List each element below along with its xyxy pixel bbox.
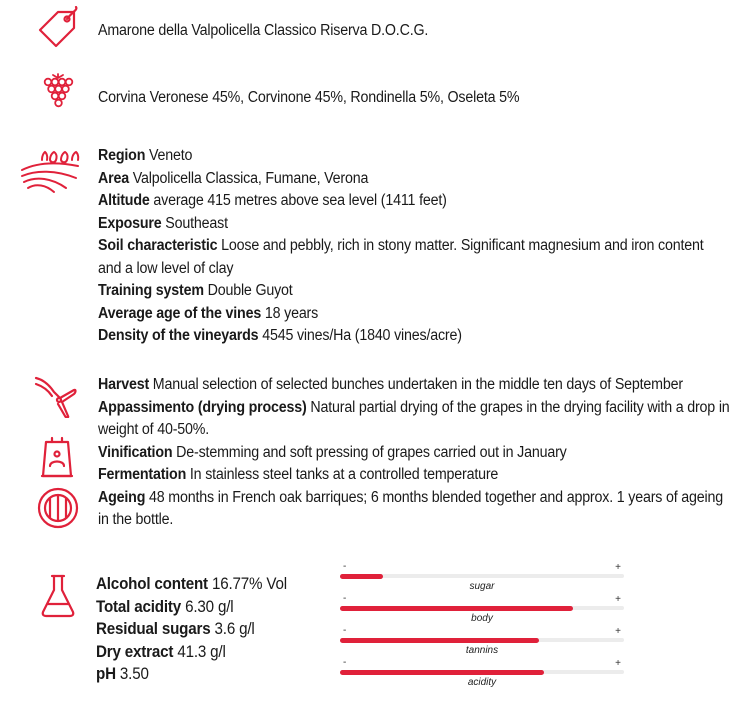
scale-fill: [340, 574, 383, 579]
vineyard-area: Area Valpolicella Classica, Fumane, Verona: [98, 169, 369, 187]
winemaking-harvest: Harvest Manual selection of selected bunches undertaken in the middle ten days of September: [98, 376, 683, 393]
analysis-dry-extract: Dry extract 41.3 g/l: [96, 642, 226, 661]
scale-plus: +: [615, 594, 621, 605]
analysis-alcohol: Alcohol content 16.77% Vol: [96, 575, 287, 593]
pruning-shears-icon: [32, 374, 78, 418]
vineyard-exposure: Exposure Southeast: [98, 214, 228, 232]
winemaking-appassimento: Appassimento (drying process) Natural partial drying of the grapes in the drying facility with a drop in weight of 40-50%.: [98, 398, 730, 438]
flask-icon: [40, 574, 76, 618]
vineyard-vine-age: Average age of the vines 18 years: [98, 304, 319, 322]
vineyard-density: Density of the vineyards 4545 vines/Ha (1840 vines/acre): [98, 327, 462, 344]
vineyard-details: [98, 145, 730, 348]
scale-track: [340, 574, 624, 578]
wine-name: Amarone della Valpolicella Classico Riserva D.O.C.G.: [98, 22, 429, 39]
scale-label: tannins: [465, 645, 499, 656]
price-tag-icon: [36, 6, 80, 50]
vineyard-field-icon: [20, 148, 80, 194]
scale-minus: -: [343, 657, 347, 668]
scale-fill: [340, 638, 539, 643]
winemaking-fermentation: Fermentation In stainless steel tanks at a controlled temperature: [98, 466, 499, 483]
grape-cluster-icon: [40, 72, 76, 108]
scale-plus: +: [615, 562, 621, 573]
winemaking-ageing: Ageing 48 months in French oak barriques; 6 months blended together and approx. 1 years of ageing in the bottle.: [98, 488, 724, 528]
scale-label: body: [471, 613, 493, 624]
analysis-residual-sugars: Residual sugars 3.6 g/l: [96, 620, 255, 638]
scale-minus: -: [343, 561, 347, 572]
vineyard-soil: Soil characteristic Loose and pebbly, rich in stony matter. Significant magnesium and iron content and a low level of clay: [98, 237, 704, 277]
winemaking-details: [98, 374, 730, 532]
vineyard-training-system: Training system Double Guyot: [98, 282, 293, 299]
scale-minus: -: [343, 625, 347, 636]
scale-label: sugar: [469, 581, 495, 592]
scale-minus: -: [343, 593, 347, 604]
scale-fill: [340, 606, 573, 611]
scale-label: acidity: [467, 677, 497, 688]
scale-plus: +: [615, 626, 621, 637]
analysis-total-acidity: Total acidity 6.30 g/l: [96, 597, 234, 616]
vineyard-altitude: Altitude average 415 metres above sea level (1411 feet): [98, 192, 447, 209]
scale-fill: [340, 670, 544, 675]
analysis-details: [96, 573, 335, 686]
winemaking-vinification: Vinification De-stemming and soft pressing of grapes carried out in January: [98, 443, 567, 461]
analysis-ph: pH 3.50: [96, 665, 149, 683]
barrel-icon: [36, 486, 80, 530]
vineyard-region: Region Veneto: [98, 147, 193, 164]
scale-plus: +: [615, 658, 621, 669]
wine-press-icon: [38, 436, 76, 480]
grape-varieties: Corvina Veronese 45%, Corvinone 45%, Rondinella 5%, Oseleta 5%: [98, 89, 520, 106]
